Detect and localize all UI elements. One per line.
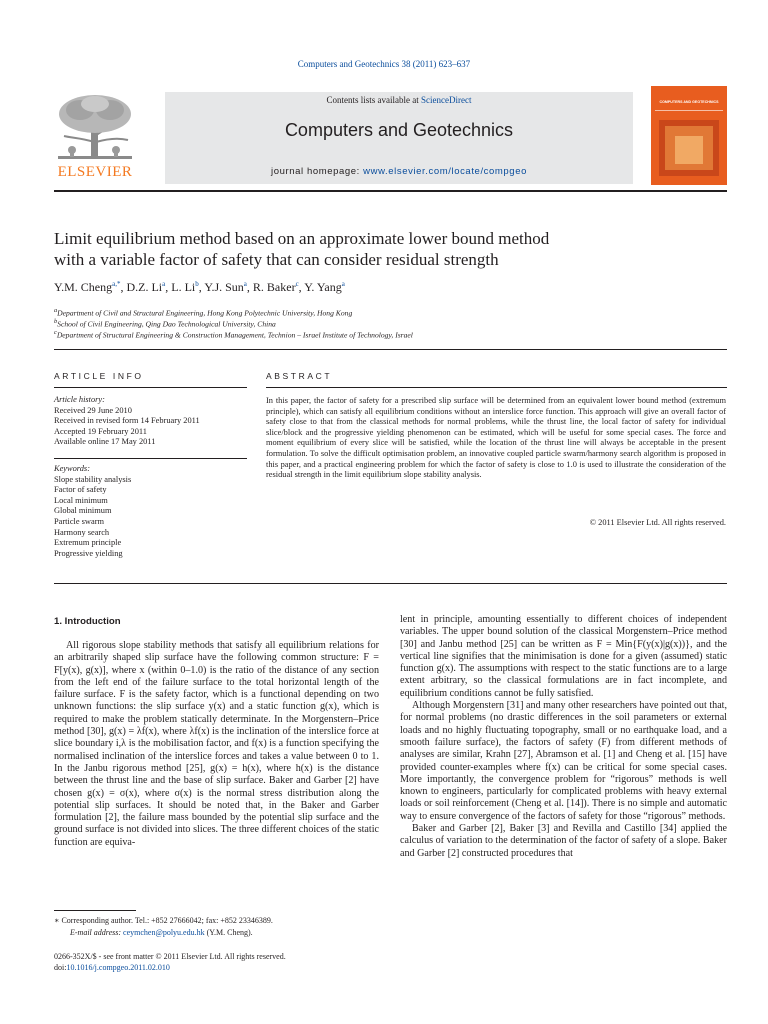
- author-sup[interactable]: a: [341, 280, 345, 288]
- journal-title[interactable]: Computers and Geotechnics: [284, 120, 514, 140]
- author-sup[interactable]: c: [295, 280, 299, 288]
- keyword: Harmony search: [54, 527, 110, 537]
- history-item: Received in revised form 14 February 2011: [54, 416, 200, 426]
- author: R. Baker$^c$,: [252, 280, 305, 294]
- doi-line: doi:10.1016/j.compgeo.2011.02.010: [54, 963, 170, 972]
- contents-prefix: Contents lists available at: [326, 95, 421, 105]
- elsevier-wordmark[interactable]: ELSEVIER: [57, 164, 133, 180]
- journal-cover-image[interactable]: [651, 86, 727, 185]
- author: D.Z. Li$^a$,: [126, 280, 172, 294]
- affiliation: $^a$Department of Civil and Structural Engineering, Hong Kong Polytechnic University, Hong Kong: [54, 307, 353, 318]
- keyword: Local minimum: [54, 495, 108, 505]
- article-info-rule: [54, 387, 247, 388]
- history-item: Available online 17 May 2011: [54, 437, 156, 447]
- author-sup[interactable]: a: [162, 280, 166, 288]
- homepage-prefix: journal homepage:: [271, 166, 364, 177]
- keyword: Extremum principle: [54, 538, 122, 548]
- affiliation-rule: [54, 349, 727, 350]
- history-item: Accepted 19 February 2011: [54, 426, 147, 436]
- abstract-heading: ABSTRACT: [266, 371, 333, 381]
- author-sup[interactable]: b: [195, 280, 199, 288]
- article-info-heading: ARTICLE INFO: [54, 371, 144, 381]
- keyword: Slope stability analysis: [54, 474, 132, 484]
- issn-line: 0266-352X/$ - see front matter © 2011 Elsevier Ltd. All rights reserved.: [54, 952, 286, 961]
- author: Y.M. Cheng$^{a,*}$,: [54, 280, 127, 294]
- history-item: Received 29 June 2010: [54, 405, 132, 415]
- journal-reference[interactable]: Computers and Geotechnics 38 (2011) 623–637: [297, 59, 471, 69]
- affiliation: $^c$Department of Structural Engineering & Construction Management, Technion – Israel Institute of Technology, Israel: [54, 329, 413, 340]
- keywords: [54, 464, 254, 559]
- keyword: Global minimum: [54, 506, 112, 516]
- intro-paragraph-3: Although Morgenstern [31] and many other researchers have pointed out that, for normal problems (no drastic differences in the soil parameters or external loads and no highly fluctuating topography, small or no earthquake load, and a smooth failure surface), the factors of safety (F) from different methods of analyses are similar, Krahn [27], Abramson et al. [1] and Cheng et al. [15] have provided counter-examples where f(x) can be critical for some special cases. More importantly, the convergence problem for “rigorous” methods is well known to engineers, particularly for complicated problems with heavy external loads or soil reinforcement (Cheng et al. [14]). There is no simple and automatic way to ensure convergence of the factors of safety for those “rigorous” methods.: [400, 700, 727, 822]
- author-list: [54, 280, 345, 295]
- keywords-rule: [54, 458, 247, 459]
- email-note: E-mail address: ceymchen@polyu.edu.hk (Y.M. Cheng).: [70, 928, 253, 937]
- abstract-text: In this paper, the factor of safety for a prescribed slip surface will be determined from an equivalent lower bound method (extremum principle), which can satisfy all equilibrium conditions without an interslice force function. This approach will give an overall factor of safety close to that from the classical methods for normal problems, while the thrust line, the local factor of safety for individual slice/block and the progressive yielding phenomenon can be estimated, which will be useful for some special cases. The force and moment equilibrium of every slice will be satisfied, while the location of the thrust line will always be acceptable in the present formulation. To solve the difficult optimisation problem, an innovative coupled particle swarm/harmony search algorithm is proposed in this paper, and a practical engineering problem for which the factor of safety is close to 1.0 is used to illustrate the consideration of the residual strength in the limit equilibrium slope stability analysis.: [266, 396, 726, 480]
- keyword: Factor of safety: [54, 485, 107, 495]
- contents-line: [165, 95, 633, 105]
- article-history: [54, 395, 254, 448]
- cover-title: COMPUTERS AND GEOTECHNICS: [659, 100, 719, 104]
- doi-link[interactable]: 10.1016/j.compgeo.2011.02.010: [66, 963, 170, 972]
- header-rule: [54, 190, 727, 192]
- keyword: Progressive yielding: [54, 548, 123, 558]
- author-sup[interactable]: a,*: [112, 280, 121, 288]
- affiliation: $^b$School of Civil Engineering, Qing Dao Technological University, China: [54, 318, 276, 329]
- intro-column-2: [400, 614, 727, 860]
- corresponding-author-note: ∗ Corresponding author. Tel.: +852 27666042; fax: +852 23346389.: [54, 916, 273, 925]
- keywords-label: Keywords:: [54, 464, 90, 473]
- abstract-bottom-rule: [54, 583, 727, 584]
- copyright: © 2011 Elsevier Ltd. All rights reserved.: [589, 518, 726, 527]
- footnote-rule: [54, 910, 136, 911]
- author: Y.J. Sun$^a$,: [204, 280, 253, 294]
- intro-paragraph-2: lent in principle, amounting essentially to different choices of independent variables. The upper bound solution of the classical Morgenstern–Price method [30] and Janbu method [25] can be written as F = Min{F(y(x)|g(x))}, and the vertical line signifies that the minimisation is done for a given (assumed) static function g(x). The assumptions with respect to the static functions are to a large extent arbitrary, so the classical formulations are in fact incomplete, and equilibrium conditions cannot be fully satisfied.: [400, 614, 727, 699]
- history-label: Article history:: [54, 395, 105, 404]
- article-title: [54, 228, 734, 270]
- intro-paragraph-4: Baker and Garber [2], Baker [3] and Revilla and Castillo [34] applied the calculus of variation to the determination of the factor of safety of a slope. Baker and Garber [2] constructed procedures that: [400, 823, 727, 859]
- sciencedirect-link[interactable]: ScienceDirect: [421, 95, 472, 105]
- author: L. Li$^b$,: [171, 280, 205, 294]
- title-line-2: with a variable factor of safety that can consider residual strength: [54, 250, 499, 269]
- title-line-1: Limit equilibrium method based on an approximate lower bound method: [54, 229, 550, 248]
- abstract-rule: [266, 387, 727, 388]
- homepage-link[interactable]: www.elsevier.com/locate/compgeo: [363, 166, 527, 177]
- author-sup[interactable]: a: [243, 280, 247, 288]
- intro-paragraph-1: All rigorous slope stability methods that satisfy all equilibrium relations for an arbitrarily shaped slip surface have the following common structure: F = F[y(x), g(x)], where x (within 0–1.0) is the ratio of the distance of any section from the left end of the failure surface to the total horizontal length of the failure surface. F is the safety factor, which is a functional depending on two unknown functions: the slip surface y(x) and a static function g(x), which is required to make the problem statically determinate. In the Morgenstern–Price method [30], g(x) = λf(x), where λf(x) is the inclination of the interslice force at slice boundary i,λ is the mobilisation factor, and f(x) is a function specifying the normalised inclination of the interslice forces and takes a value between 0 to 1. In the Janbu rigorous method [25], g(x) = h(x), where h(x) is the distance between the thrust line and the base of slip surface. Baker and Garber [2] have chosen g(x) = σ(x), where σ(x) is the normal stress distribution along the potential slip surfaces. It should be noted that, in the Baker and Garber formulation [2], the failure mass bounded by the potential slip surface and the ground surface is not divided into slices. The three different choices of the static function are equiva-: [54, 640, 379, 848]
- journal-homepage: [165, 166, 633, 177]
- keyword: Particle swarm: [54, 516, 105, 526]
- author: Y. Yang$^a$: [304, 280, 345, 294]
- email-link[interactable]: ceymchen@polyu.edu.hk: [123, 928, 205, 937]
- section-heading-introduction: 1. Introduction: [54, 616, 121, 627]
